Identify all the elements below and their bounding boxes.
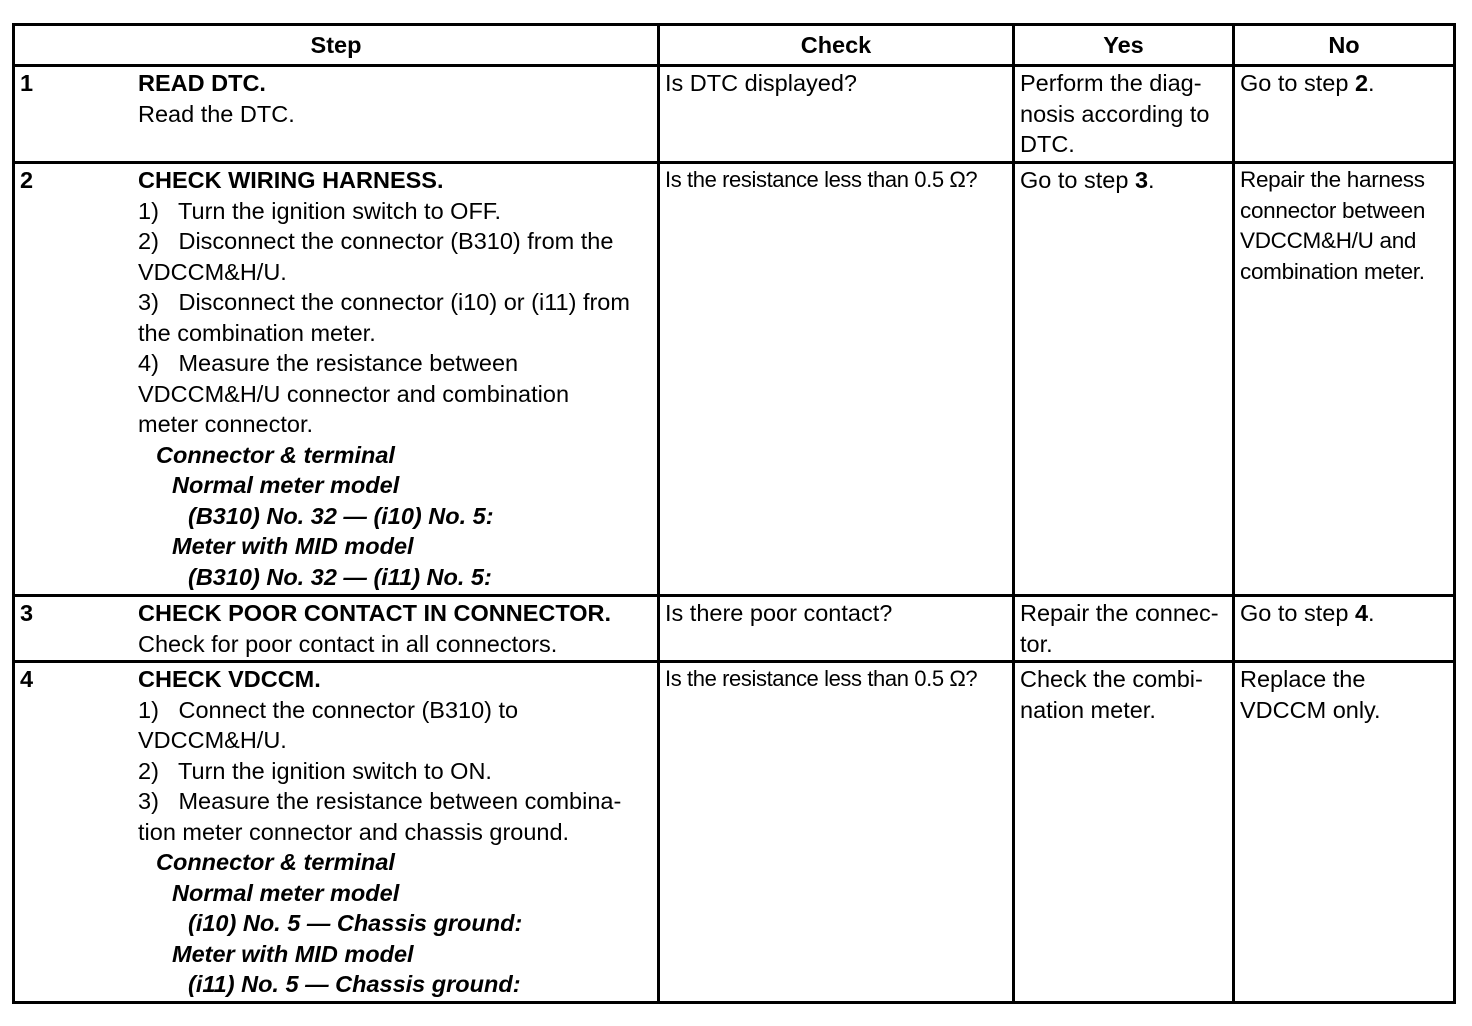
step-line: 3) Disconnect the connector (i10) or (i11) from the combination meter. (138, 289, 630, 346)
step-line: Check for poor contact in all connectors. (138, 630, 558, 657)
connector-terminal-heading: Connector & terminal (156, 849, 395, 875)
check-cell: Is the resistance less than 0.5 Ω? (659, 662, 1014, 1003)
step-line: Read the DTC. (138, 100, 295, 127)
step-ref: 3 (1134, 167, 1149, 193)
header-yes: Yes (1014, 25, 1234, 66)
yes-cell: Perform the diag- nosis according to DTC. (1014, 66, 1234, 163)
step-line: 2) Disconnect the connector (B310) from the VDCCM&H/U. (138, 228, 614, 285)
yes-cell (1014, 163, 1234, 596)
table-row (14, 66, 1455, 163)
table-row (14, 596, 1455, 662)
step-ref: 2 (1354, 70, 1369, 96)
step-cell (14, 662, 659, 1003)
no-text: Go to step (1240, 600, 1355, 626)
diagnostic-table (12, 23, 1456, 1004)
header-check: Check (659, 25, 1014, 66)
meter-model-label: Normal meter model (172, 472, 400, 498)
step-ref: 4 (1354, 600, 1369, 626)
meter-model-label: Meter with MID model (172, 940, 414, 967)
table-row (14, 662, 1455, 1003)
header-no: No (1234, 25, 1455, 66)
terminal-spec: (i10) No. 5 — Chassis ground: (188, 910, 523, 936)
yes-text: Go to step (1020, 167, 1135, 193)
step-line: 1) Connect the connector (B310) to VDCCM&H/U. (138, 696, 519, 753)
no-suffix: . (1368, 600, 1375, 626)
step-number: 1 (20, 70, 34, 96)
no-cell (1234, 596, 1455, 662)
step-line: 3) Measure the resistance between combina- tion meter connector and chassis ground. (138, 788, 622, 845)
check-cell: Is there poor contact? (659, 596, 1014, 662)
step-title: CHECK POOR CONTACT IN CONNECTOR. (138, 600, 612, 626)
header-step: Step (14, 25, 659, 66)
terminal-spec: (B310) No. 32 — (i10) No. 5: (188, 502, 494, 529)
meter-model-label: Meter with MID model (172, 533, 414, 559)
terminal-spec: (B310) No. 32 — (i11) No. 5: (188, 563, 492, 590)
step-line: 1) Turn the ignition switch to OFF. (138, 197, 502, 224)
yes-cell: Repair the connec- tor. (1014, 596, 1234, 662)
terminal-spec: (i11) No. 5 — Chassis ground: (188, 971, 521, 997)
no-cell: Repair the harness connector between VDCCM&H/U and combination meter. (1234, 163, 1455, 596)
no-cell (1234, 66, 1455, 163)
step-number: 4 (20, 666, 34, 692)
yes-suffix: . (1148, 167, 1155, 193)
no-suffix: . (1368, 70, 1375, 96)
yes-cell: Check the combi- nation meter. (1014, 662, 1234, 1003)
no-cell: Replace the VDCCM only. (1234, 662, 1455, 1003)
step-title: CHECK VDCCM. (138, 666, 321, 692)
step-cell (14, 66, 659, 163)
table-row (14, 163, 1455, 596)
step-title: CHECK WIRING HARNESS. (138, 167, 444, 193)
check-cell: Is the resistance less than 0.5 Ω? (659, 163, 1014, 596)
step-number: 2 (20, 167, 34, 193)
step-line: 4) Measure the resistance between VDCCM&H/U connector and combination meter connector. (138, 350, 570, 437)
meter-model-label: Normal meter model (172, 879, 400, 906)
no-text: Go to step (1240, 70, 1355, 96)
check-cell: Is DTC displayed? (659, 66, 1014, 163)
step-line: 2) Turn the ignition switch to ON. (138, 757, 492, 784)
header-row (14, 25, 1455, 66)
step-title: READ DTC. (138, 70, 266, 96)
step-cell (14, 163, 659, 596)
step-number: 3 (20, 600, 34, 626)
connector-terminal-heading: Connector & terminal (156, 441, 395, 468)
step-cell (14, 596, 659, 662)
